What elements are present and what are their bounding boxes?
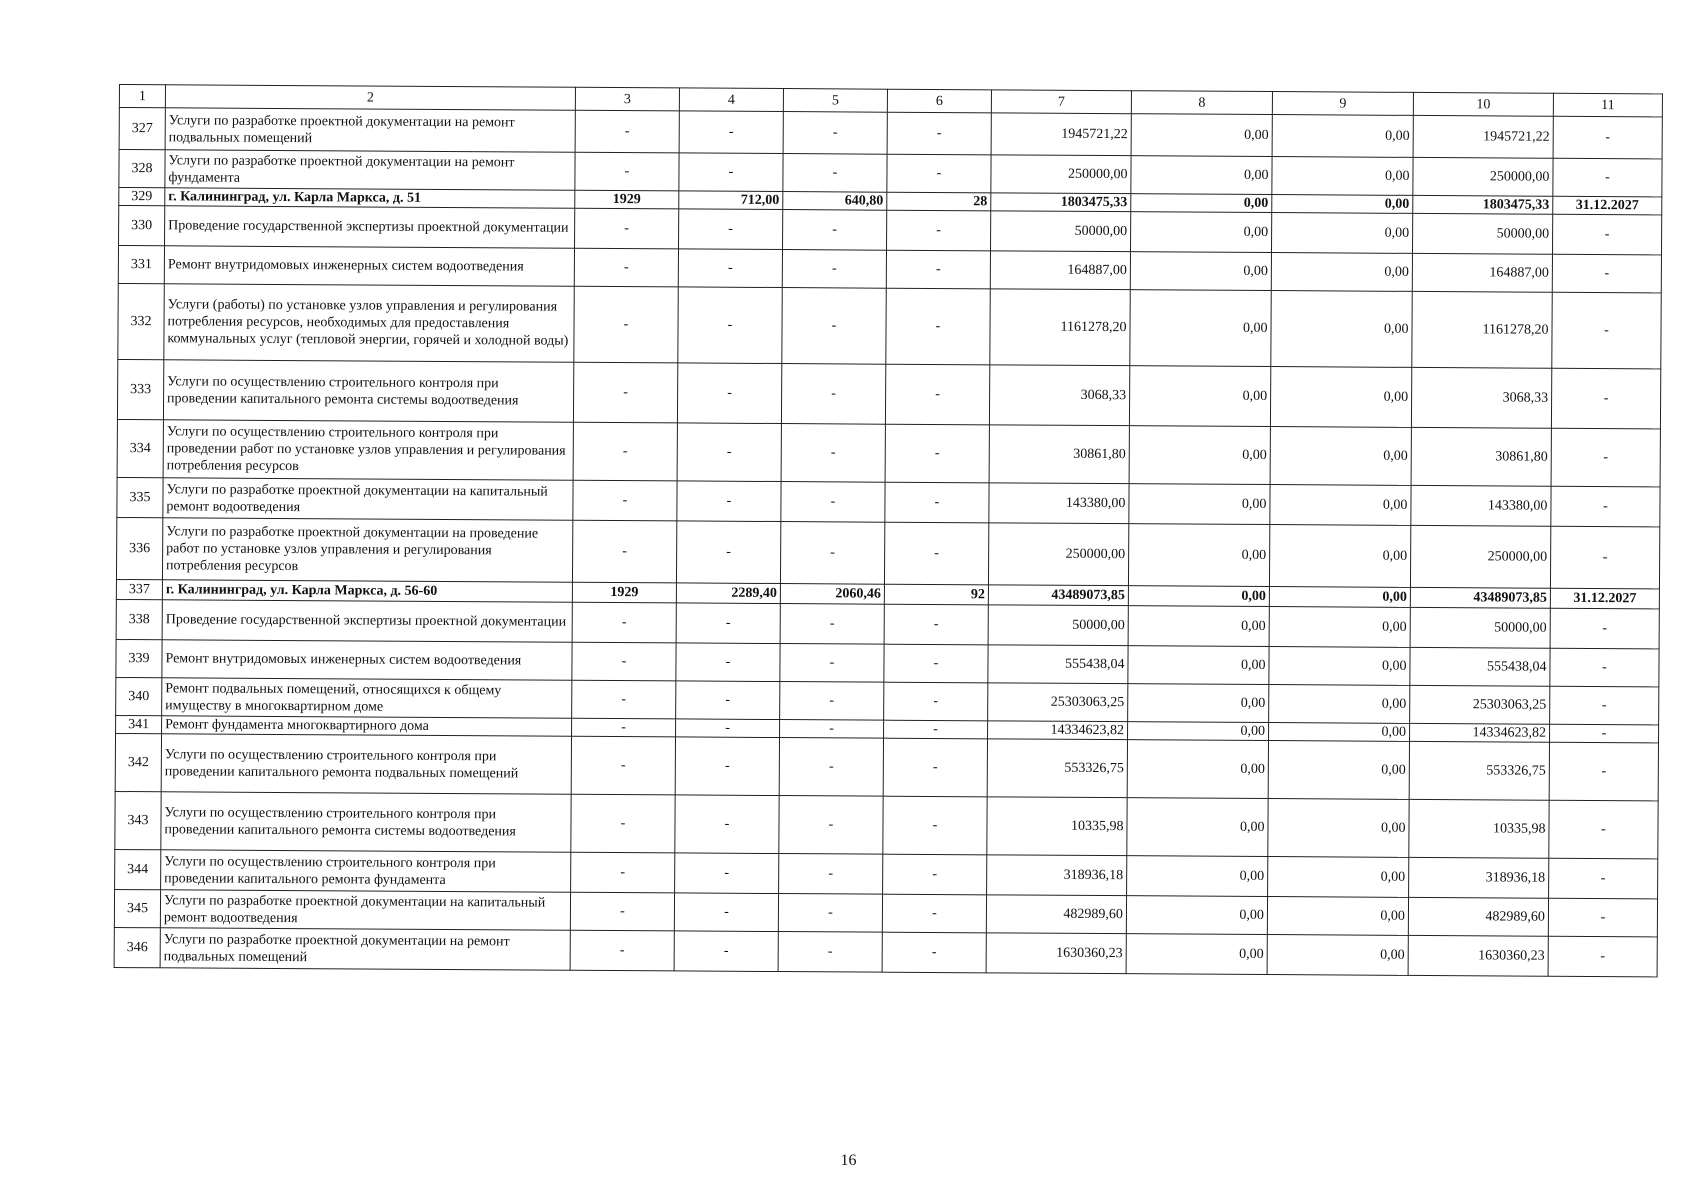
- col6-cell: -: [885, 364, 989, 425]
- col4-cell: -: [679, 209, 783, 250]
- col6-cell: -: [885, 424, 989, 483]
- col11-date: -: [1548, 936, 1657, 977]
- col8-amount: 0,00: [1127, 798, 1268, 857]
- col3-cell: -: [571, 794, 675, 853]
- col4-cell: -: [676, 603, 780, 644]
- table-row: [118, 283, 1661, 368]
- header-cell: 4: [679, 88, 783, 112]
- col8-amount: 0,00: [1128, 722, 1269, 741]
- table-row: [117, 419, 1660, 486]
- col6-cell: -: [883, 854, 987, 895]
- col4-cell: 2289,40: [676, 583, 780, 604]
- col4-cell: -: [678, 287, 782, 364]
- row-name: Проведение государственной экспертизы проектной документации: [165, 206, 575, 249]
- col10-amount: 250000,00: [1413, 157, 1553, 196]
- row-number: 345: [114, 889, 160, 927]
- col5-cell: -: [780, 604, 884, 645]
- header-cell: 5: [783, 89, 887, 113]
- col9-amount: 0,00: [1270, 485, 1411, 526]
- col11-date: -: [1551, 368, 1660, 429]
- col8-amount: 0,00: [1129, 366, 1270, 427]
- col11-date: -: [1550, 648, 1659, 687]
- row-name: Услуги (работы) по установке узлов управления и регулирования потребления ресурсов, необходимых для предоставления коммунальных услуг (тепловой энергии, горячей и холодной воды): [164, 284, 574, 363]
- col6-cell: -: [885, 482, 989, 523]
- col11-date: 31.12.2027: [1553, 196, 1662, 215]
- header-cell: 1: [119, 85, 165, 108]
- col8-amount: 0,00: [1126, 896, 1267, 935]
- row-name: Услуги по осуществлению строительного контроля при проведении капитального ремонта подвальных помещений: [161, 734, 571, 795]
- table-row: [115, 791, 1658, 858]
- row-number: 341: [116, 715, 162, 733]
- col6-cell: -: [884, 644, 988, 683]
- col9-amount: 0,00: [1268, 799, 1409, 858]
- col9-amount: 0,00: [1271, 213, 1412, 254]
- row-name: Услуги по разработке проектной документации на капитальный ремонт водоотведения: [160, 890, 570, 931]
- row-number: 333: [117, 359, 163, 419]
- col8-amount: 0,00: [1129, 426, 1270, 485]
- col4-cell: -: [677, 481, 781, 522]
- row-number: 331: [118, 246, 164, 284]
- col3-cell: -: [572, 680, 676, 719]
- col10-amount: 30861,80: [1411, 427, 1551, 486]
- col9-amount: 0,00: [1271, 291, 1412, 368]
- row-name: Услуги по разработке проектной документации на ремонт подвальных помещений: [165, 108, 575, 153]
- col5-cell: -: [780, 720, 884, 739]
- col3-cell: -: [572, 642, 676, 681]
- col11-date: -: [1552, 254, 1661, 293]
- col10-amount: 50000,00: [1410, 607, 1550, 648]
- col3-cell: -: [575, 208, 679, 249]
- col9-amount: 0,00: [1269, 647, 1410, 686]
- col7-amount: 25303063,25: [988, 683, 1128, 722]
- col6-cell: -: [886, 288, 990, 365]
- col10-amount: 14334623,82: [1410, 723, 1550, 742]
- col4-cell: -: [676, 681, 780, 720]
- col7-amount: 14334623,82: [988, 721, 1128, 740]
- row-name: Проведение государственной экспертизы проектной документации: [162, 600, 572, 643]
- col8-amount: 0,00: [1130, 212, 1271, 253]
- table-row: [117, 359, 1660, 428]
- row-number: 330: [119, 206, 165, 246]
- col6-cell: -: [886, 250, 990, 289]
- col5-cell: -: [781, 482, 885, 523]
- col5-cell: -: [781, 364, 885, 425]
- col4-cell: -: [678, 249, 782, 288]
- col8-amount: 0,00: [1128, 524, 1269, 587]
- row-number: 329: [119, 188, 165, 206]
- row-name: Ремонт внутридомовых инженерных систем водоотведения: [164, 246, 574, 287]
- row-name: Услуги по осуществлению строительного контроля при проведении капитального ремонта фундамента: [161, 850, 571, 893]
- col9-amount: 0,00: [1272, 115, 1413, 158]
- col8-amount: 0,00: [1131, 114, 1272, 157]
- col7-amount: 1630360,23: [986, 933, 1126, 974]
- page-number: 16: [840, 1152, 857, 1169]
- col4-cell: -: [674, 931, 778, 972]
- col11-date: -: [1551, 486, 1660, 527]
- row-number: 328: [119, 150, 165, 188]
- col7-amount: 1161278,20: [990, 289, 1130, 366]
- col9-amount: 0,00: [1269, 525, 1410, 588]
- header-cell: 3: [575, 87, 679, 111]
- col9-amount: 0,00: [1269, 607, 1410, 648]
- col9-amount: 0,00: [1272, 195, 1413, 214]
- col8-amount: 0,00: [1130, 252, 1271, 291]
- col7-amount: 1945721,22: [991, 113, 1131, 156]
- col11-date: -: [1550, 724, 1659, 743]
- col3-cell: -: [573, 422, 677, 481]
- col3-cell: -: [572, 520, 676, 583]
- col5-cell: -: [782, 250, 886, 289]
- col3-cell: 1929: [572, 582, 676, 603]
- col10-amount: 10335,98: [1409, 799, 1549, 858]
- col3-cell: -: [575, 110, 679, 153]
- col7-amount: 555438,04: [988, 645, 1128, 684]
- row-number: 339: [116, 639, 162, 677]
- col8-amount: 0,00: [1128, 684, 1269, 723]
- col11-date: -: [1553, 116, 1662, 159]
- col11-date: 31.12.2027: [1550, 588, 1659, 609]
- col4-cell: -: [676, 521, 780, 584]
- table-row: [114, 927, 1657, 976]
- col6-cell: -: [886, 210, 990, 251]
- col6-cell: -: [882, 932, 986, 973]
- table-row: [115, 733, 1658, 800]
- col11-date: -: [1548, 898, 1657, 937]
- col5-cell: -: [778, 932, 882, 973]
- col7-amount: 50000,00: [988, 605, 1128, 646]
- col6-cell: -: [884, 682, 988, 721]
- col11-date: -: [1549, 742, 1658, 801]
- col4-cell: -: [674, 893, 778, 932]
- row-number: 343: [115, 791, 161, 849]
- row-name: Услуги по разработке проектной документации на капитальный ремонт водоотведения: [163, 478, 573, 521]
- col10-amount: 3068,33: [1411, 367, 1551, 428]
- col11-date: -: [1553, 158, 1662, 197]
- col4-cell: -: [677, 423, 781, 482]
- works-table: [114, 84, 1663, 977]
- col9-amount: 0,00: [1267, 897, 1408, 936]
- col9-amount: 0,00: [1268, 741, 1409, 800]
- col7-amount: 50000,00: [990, 211, 1130, 252]
- col8-amount: 0,00: [1128, 606, 1269, 647]
- row-name: Услуги по осуществлению строительного контроля при проведении работ по установке узлов управления и регулирования потребления ресурсов: [163, 420, 573, 481]
- row-number: 342: [115, 733, 161, 791]
- row-name: Ремонт внутридомовых инженерных систем водоотведения: [162, 640, 572, 681]
- header-cell: 8: [1131, 91, 1272, 115]
- row-number: 340: [116, 677, 162, 715]
- col3-cell: -: [573, 362, 677, 423]
- row-number: 344: [115, 849, 161, 889]
- row-name: Ремонт фундамента многоквартирного дома: [162, 716, 572, 737]
- row-number: 327: [119, 108, 165, 150]
- row-number: 332: [118, 283, 164, 359]
- col7-amount: 143380,00: [989, 483, 1129, 524]
- col4-cell: -: [675, 737, 779, 796]
- col5-cell: -: [782, 288, 886, 365]
- col9-amount: 0,00: [1269, 723, 1410, 742]
- col7-amount: 318936,18: [987, 855, 1127, 896]
- col7-amount: 10335,98: [987, 797, 1127, 856]
- col11-date: -: [1550, 608, 1659, 649]
- col4-cell: -: [677, 363, 781, 424]
- col4-cell: -: [675, 795, 779, 854]
- col9-amount: 0,00: [1270, 367, 1411, 428]
- col3-cell: -: [572, 718, 676, 737]
- col7-amount: 3068,33: [989, 365, 1129, 426]
- col7-amount: 553326,75: [987, 739, 1127, 798]
- col11-date: -: [1552, 292, 1661, 369]
- row-number: 346: [114, 927, 160, 967]
- col9-amount: 0,00: [1272, 157, 1413, 196]
- col3-cell: -: [571, 852, 675, 893]
- row-name: г. Калининград, ул. Карла Маркса, д. 51: [165, 188, 575, 209]
- col5-cell: -: [778, 894, 882, 933]
- col5-cell: -: [779, 854, 883, 895]
- col3-cell: -: [573, 480, 677, 521]
- col11-date: -: [1551, 428, 1660, 487]
- col5-cell: -: [781, 424, 885, 483]
- col10-amount: 1945721,22: [1413, 115, 1553, 158]
- col7-amount: 250000,00: [991, 155, 1131, 194]
- col9-amount: 0,00: [1269, 685, 1410, 724]
- col4-cell: -: [679, 111, 783, 154]
- col5-cell: -: [780, 682, 884, 721]
- col7-amount: 482989,60: [986, 895, 1126, 934]
- col6-cell: -: [883, 738, 987, 797]
- col10-amount: 482989,60: [1408, 897, 1548, 936]
- col3-cell: 1929: [575, 190, 679, 209]
- col6-cell: -: [887, 154, 991, 193]
- col4-cell: -: [675, 853, 779, 894]
- col4-cell: -: [676, 643, 780, 682]
- row-name: Услуги по разработке проектной документации на проведение работ по установке узлов управления и регулирования потребления ресурсов: [162, 518, 572, 583]
- col4-cell: 712,00: [679, 191, 783, 210]
- col6-cell: -: [884, 522, 988, 585]
- row-number: 338: [116, 599, 162, 639]
- col5-cell: -: [783, 210, 887, 251]
- col5-cell: -: [783, 112, 887, 155]
- header-cell: 9: [1272, 92, 1413, 116]
- col6-cell: -: [884, 720, 988, 739]
- col10-amount: 1803475,33: [1413, 195, 1553, 214]
- row-name: Услуги по разработке проектной документации на ремонт фундамента: [165, 150, 575, 191]
- col11-date: -: [1549, 858, 1658, 899]
- col3-cell: -: [574, 286, 678, 363]
- col5-cell: -: [783, 154, 887, 193]
- col5-cell: -: [780, 644, 884, 683]
- col9-amount: 0,00: [1267, 935, 1408, 976]
- row-number: 335: [117, 477, 163, 517]
- col6-cell: -: [882, 894, 986, 933]
- col7-amount: 43489073,85: [988, 585, 1128, 606]
- header-cell: 7: [991, 90, 1131, 114]
- col7-amount: 1803475,33: [991, 193, 1131, 212]
- col8-amount: 0,00: [1128, 646, 1269, 685]
- col7-amount: 250000,00: [988, 523, 1128, 586]
- col7-amount: 30861,80: [989, 425, 1129, 484]
- col3-cell: -: [572, 602, 676, 643]
- col10-amount: 553326,75: [1409, 741, 1549, 800]
- col11-date: -: [1549, 800, 1658, 859]
- col8-amount: 0,00: [1130, 290, 1271, 367]
- col10-amount: 1161278,20: [1412, 291, 1552, 368]
- col3-cell: -: [575, 152, 679, 191]
- col6-cell: -: [887, 112, 991, 155]
- col6-cell: -: [883, 796, 987, 855]
- col9-amount: 0,00: [1270, 427, 1411, 486]
- col10-amount: 25303063,25: [1410, 685, 1550, 724]
- col5-cell: 2060,46: [780, 584, 884, 605]
- header-cell: 11: [1553, 93, 1662, 117]
- col3-cell: -: [571, 736, 675, 795]
- col10-amount: 1630360,23: [1408, 935, 1548, 976]
- col6-cell: 92: [884, 584, 988, 605]
- col4-cell: -: [679, 153, 783, 192]
- row-name: Ремонт подвальных помещений, относящихся к общему имуществу в многоквартирном доме: [162, 678, 572, 719]
- row-name: Услуги по разработке проектной документации на ремонт подвальных помещений: [160, 928, 570, 971]
- col9-amount: 0,00: [1269, 587, 1410, 608]
- col8-amount: 0,00: [1128, 586, 1269, 607]
- col11-date: -: [1550, 686, 1659, 725]
- row-name: Услуги по осуществлению строительного контроля при проведении капитального ремонта системы водоотведения: [161, 792, 571, 853]
- col8-amount: 0,00: [1129, 484, 1270, 525]
- col5-cell: -: [779, 738, 883, 797]
- col5-cell: 640,80: [783, 192, 887, 211]
- col3-cell: -: [574, 248, 678, 287]
- col10-amount: 318936,18: [1409, 857, 1549, 898]
- row-name: г. Калининград, ул. Карла Маркса, д. 56-60: [162, 580, 572, 603]
- table-row: [116, 517, 1659, 588]
- col4-cell: -: [676, 719, 780, 738]
- col10-amount: 43489073,85: [1410, 587, 1550, 608]
- col7-amount: 164887,00: [990, 251, 1130, 290]
- col9-amount: 0,00: [1268, 857, 1409, 898]
- col10-amount: 164887,00: [1412, 253, 1552, 292]
- col11-date: -: [1550, 526, 1659, 589]
- col10-amount: 50000,00: [1412, 213, 1552, 254]
- col5-cell: -: [779, 796, 883, 855]
- header-cell: 10: [1413, 92, 1553, 116]
- col10-amount: 143380,00: [1411, 485, 1551, 526]
- col6-cell: 28: [887, 192, 991, 211]
- row-name: Услуги по осуществлению строительного контроля при проведении капитального ремонта системы водоотведения: [163, 360, 573, 423]
- row-number: 337: [116, 579, 162, 599]
- col8-amount: 0,00: [1127, 856, 1268, 897]
- header-cell: 6: [887, 89, 991, 113]
- col10-amount: 250000,00: [1410, 525, 1550, 588]
- col6-cell: -: [884, 604, 988, 645]
- col8-amount: 0,00: [1131, 156, 1272, 195]
- col3-cell: -: [570, 930, 674, 971]
- row-number: 334: [117, 419, 163, 477]
- col8-amount: 0,00: [1131, 194, 1272, 213]
- col11-date: -: [1552, 214, 1661, 255]
- col8-amount: 0,00: [1126, 934, 1267, 975]
- col5-cell: -: [780, 522, 884, 585]
- col8-amount: 0,00: [1127, 740, 1268, 799]
- header-cell: 2: [165, 85, 575, 111]
- col3-cell: -: [570, 892, 674, 931]
- col9-amount: 0,00: [1271, 253, 1412, 292]
- row-number: 336: [116, 517, 162, 579]
- col10-amount: 555438,04: [1410, 647, 1550, 686]
